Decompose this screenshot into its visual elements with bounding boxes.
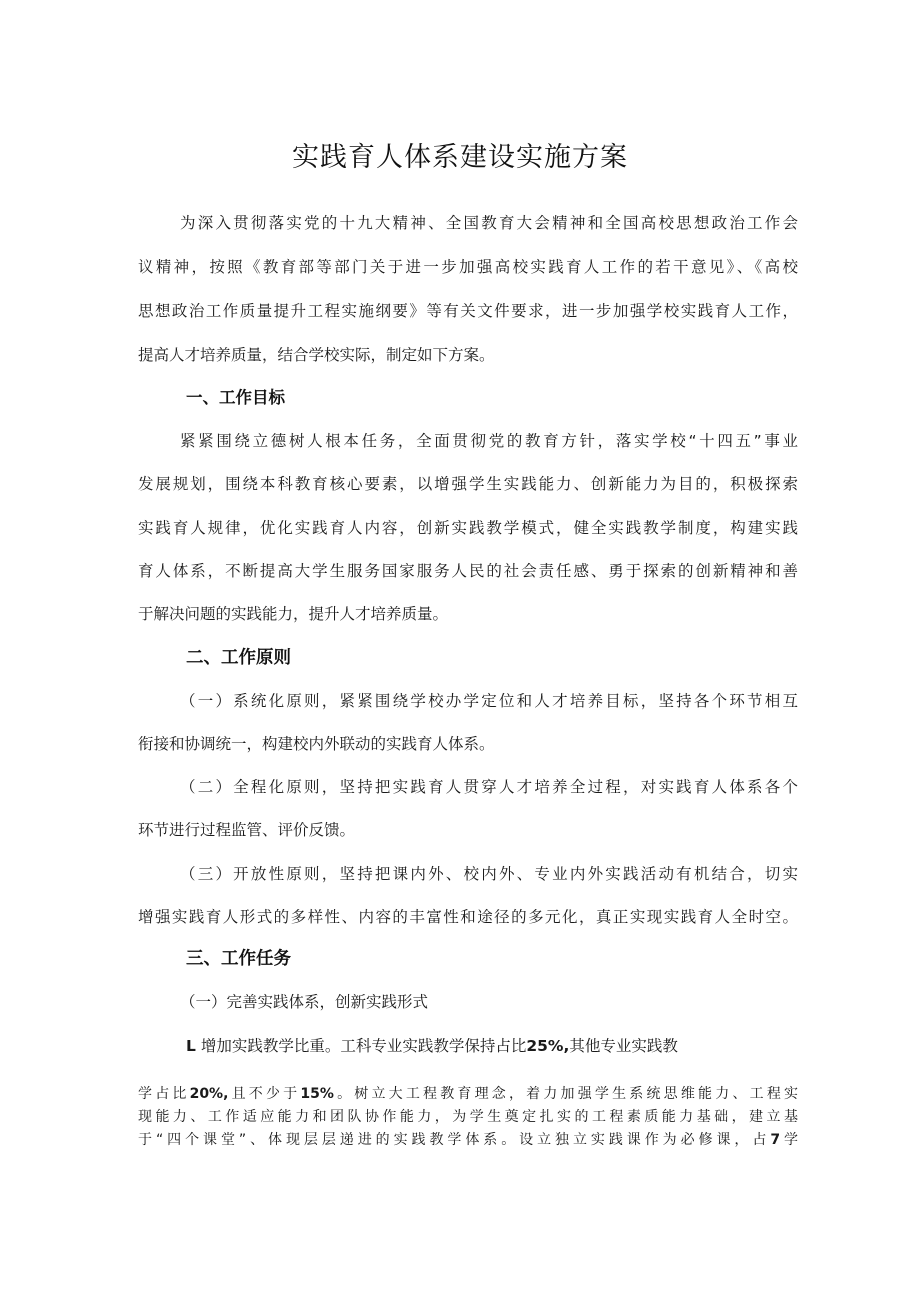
detail-text: 。树立大工程教育理念，着力加强学生系统思维能力、工程实 [333, 1086, 799, 1102]
goals-line-2: 发展规划，围绕本科教育核心要素，以增强学生实践能力、创新能力为目的，积极探索 [138, 475, 798, 493]
detail-percent-2: 15% [300, 1086, 334, 1102]
principle-2-line-1: （二）全程化原则，坚持把实践育人贯穿人才培养全过程，对实践育人体系各个 [180, 778, 798, 796]
principle-1-line-1: （一）系统化原则，紧紧围绕学校办学定位和人才培养目标，坚持各个环节相互 [180, 692, 798, 710]
section-heading-principles: 二、工作原则 [186, 648, 291, 668]
intro-line-3: 思想政治工作质量提升工程实施纲要》等有关文件要求，进一步加强学校实践育人工作， [138, 302, 798, 320]
document-title: 实践育人体系建设实施方案 [292, 142, 628, 173]
list-marker: L [186, 1037, 196, 1055]
intro-line-2: 议精神，按照《教育部等部门关于进一步加强高校实践育人工作的若干意见》、《高校 [138, 258, 798, 276]
detail-text: 学 [780, 1132, 799, 1148]
principle-3-line-1: （三）开放性原则，坚持把课内外、校内外、专业内外实践活动有机结合，切实 [180, 865, 798, 883]
goals-line-4: 育人体系，不断提高大学生服务国家服务人民的社会责任感、勇于探索的创新精神和善 [138, 562, 798, 580]
detail-percent-1: 20%, [189, 1086, 229, 1102]
principle-3-line-2: 增强实践育人形式的多样性、内容的丰富性和途径的多元化，真正实现实践育人全时空。 [138, 908, 798, 926]
principle-2-line-2: 环节进行过程监管、评价反馈。 [138, 821, 356, 839]
goals-line-3: 实践育人规律，优化实践育人内容，创新实践教学模式，健全实践教学制度，构建实践 [138, 519, 798, 537]
task-detail-line-3 [138, 1129, 798, 1151]
task-detail-line-2: 现能力、工作适应能力和团队协作能力，为学生奠定扎实的工程素质能力基础，建立基 [138, 1109, 798, 1125]
section-heading-goals: 一、工作目标 [186, 388, 285, 407]
intro-line-4: 提高人才培养质量，结合学校实际，制定如下方案。 [138, 346, 495, 364]
task-item-1-text-a: 增加实践教学比重。工科专业实践教学保持占比 [200, 1037, 527, 1055]
detail-number: 7 [770, 1132, 781, 1148]
detail-text: 且不少于 [228, 1086, 301, 1102]
goals-line-1: 紧紧围绕立德树人根本任务，全面贯彻党的教育方针，落实学校“十四五”事业 [180, 432, 798, 450]
task-item-1-text-b: 其他专业实践教 [569, 1037, 678, 1055]
section-heading-tasks: 三、工作任务 [186, 949, 291, 969]
task-item-1 [186, 1031, 804, 1061]
detail-text: 学占比 [138, 1086, 190, 1102]
detail-text: 于“四个课堂”、体现层层递进的实践教学体系。设立独立实践课作为必修课，占 [138, 1132, 771, 1148]
goals-line-5: 于解决问题的实践能力，提升人才培养质量。 [138, 605, 449, 623]
principle-1-line-2: 衔接和协调统一，构建校内外联动的实践育人体系。 [138, 735, 495, 753]
intro-line-1: 为深入贯彻落实党的十九大精神、全国教育大会精神和全国高校思想政治工作会 [180, 214, 798, 232]
task-subheading-1: （一）完善实践体系，创新实践形式 [180, 993, 429, 1011]
task-item-1-percent: 25%, [526, 1037, 570, 1055]
task-detail-line-1 [138, 1083, 798, 1105]
